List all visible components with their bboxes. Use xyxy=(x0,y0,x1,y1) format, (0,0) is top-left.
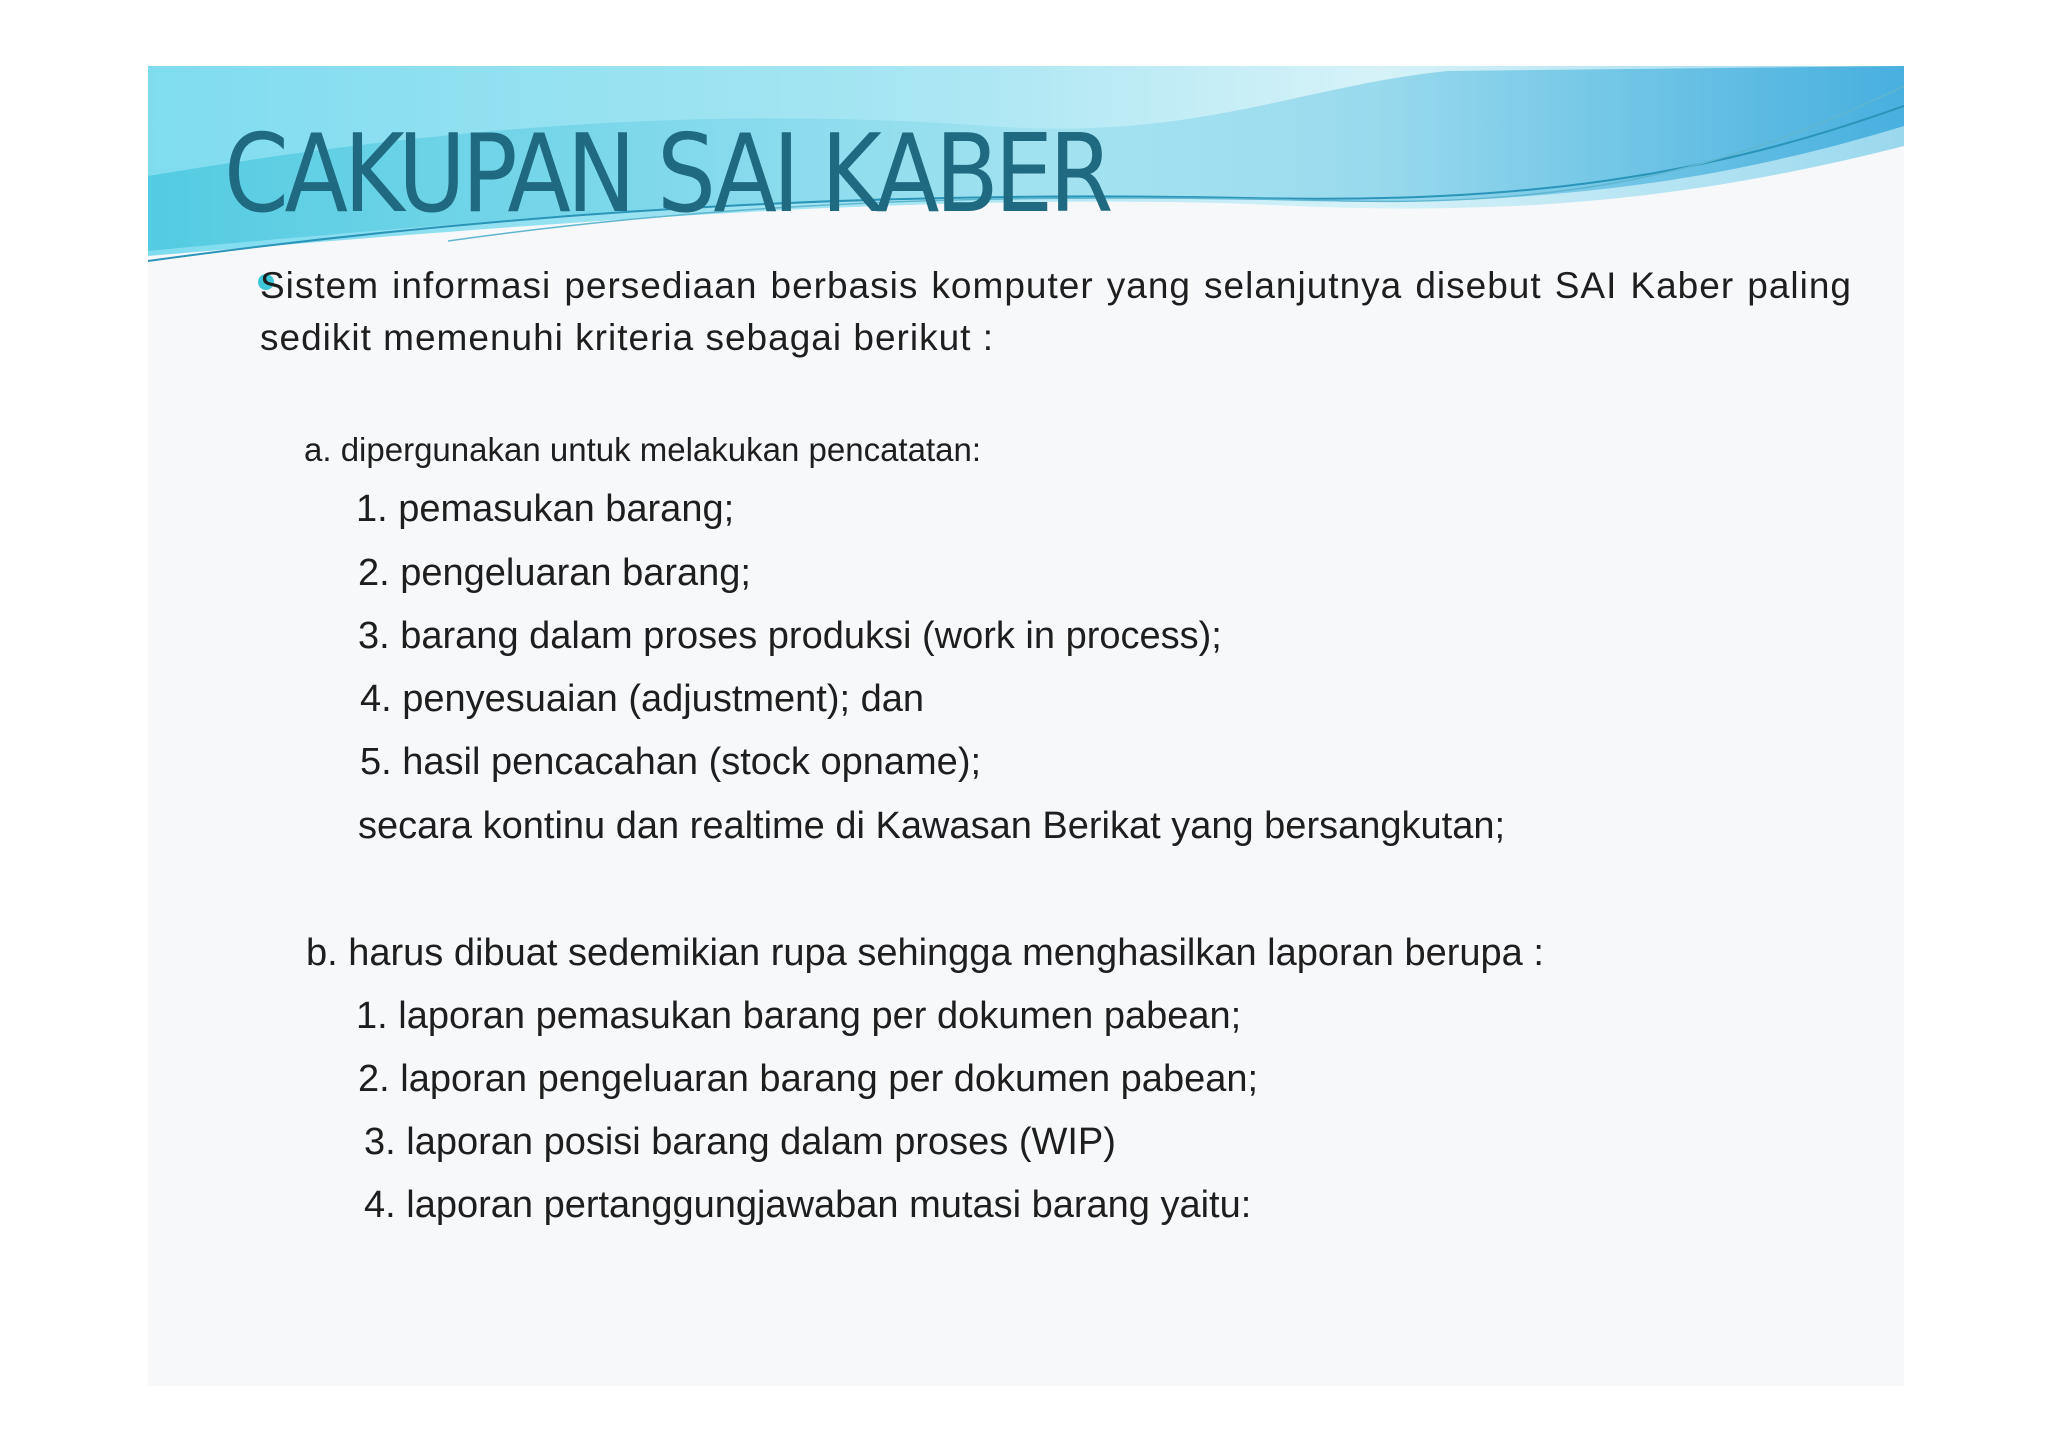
section-a-item: 5. hasil pencacahan (stock opname); xyxy=(360,741,982,783)
section-a-item: 2. pengeluaran barang; xyxy=(358,552,751,594)
section-b-item: 3. laporan posisi barang dalam proses (WIP) xyxy=(364,1121,1116,1163)
section-a-footer: secara kontinu dan realtime di Kawasan Berikat yang bersangkutan; xyxy=(358,805,1506,847)
slide xyxy=(148,66,1904,1386)
section-b-item: 2. laporan pengeluaran barang per dokumen pabean; xyxy=(358,1058,1259,1100)
section-b-item: 1. laporan pemasukan barang per dokumen pabean; xyxy=(356,995,1242,1037)
section-b-item: 4. laporan pertanggungjawaban mutasi barang yaitu: xyxy=(364,1184,1252,1226)
slide-title: CAKUPAN SAI KABER xyxy=(224,112,1110,237)
section-a-item: 1. pemasukan barang; xyxy=(356,488,735,530)
section-a-item: 3. barang dalam proses produksi (work in process); xyxy=(358,615,1222,657)
section-a-heading: a. dipergunakan untuk melakukan pencatatan: xyxy=(304,431,981,468)
intro-text: Sistem informasi persediaan berbasis komputer yang selanjutnya disebut SAI Kaber paling sedikit memenuhi kriteria sebagai berikut : xyxy=(260,265,1852,358)
intro-paragraph xyxy=(260,260,1852,364)
section-b-heading: b. harus dibuat sedemikian rupa sehingga menghasilkan laporan berupa : xyxy=(306,932,1544,974)
section-a-item: 4. penyesuaian (adjustment); dan xyxy=(360,678,925,720)
